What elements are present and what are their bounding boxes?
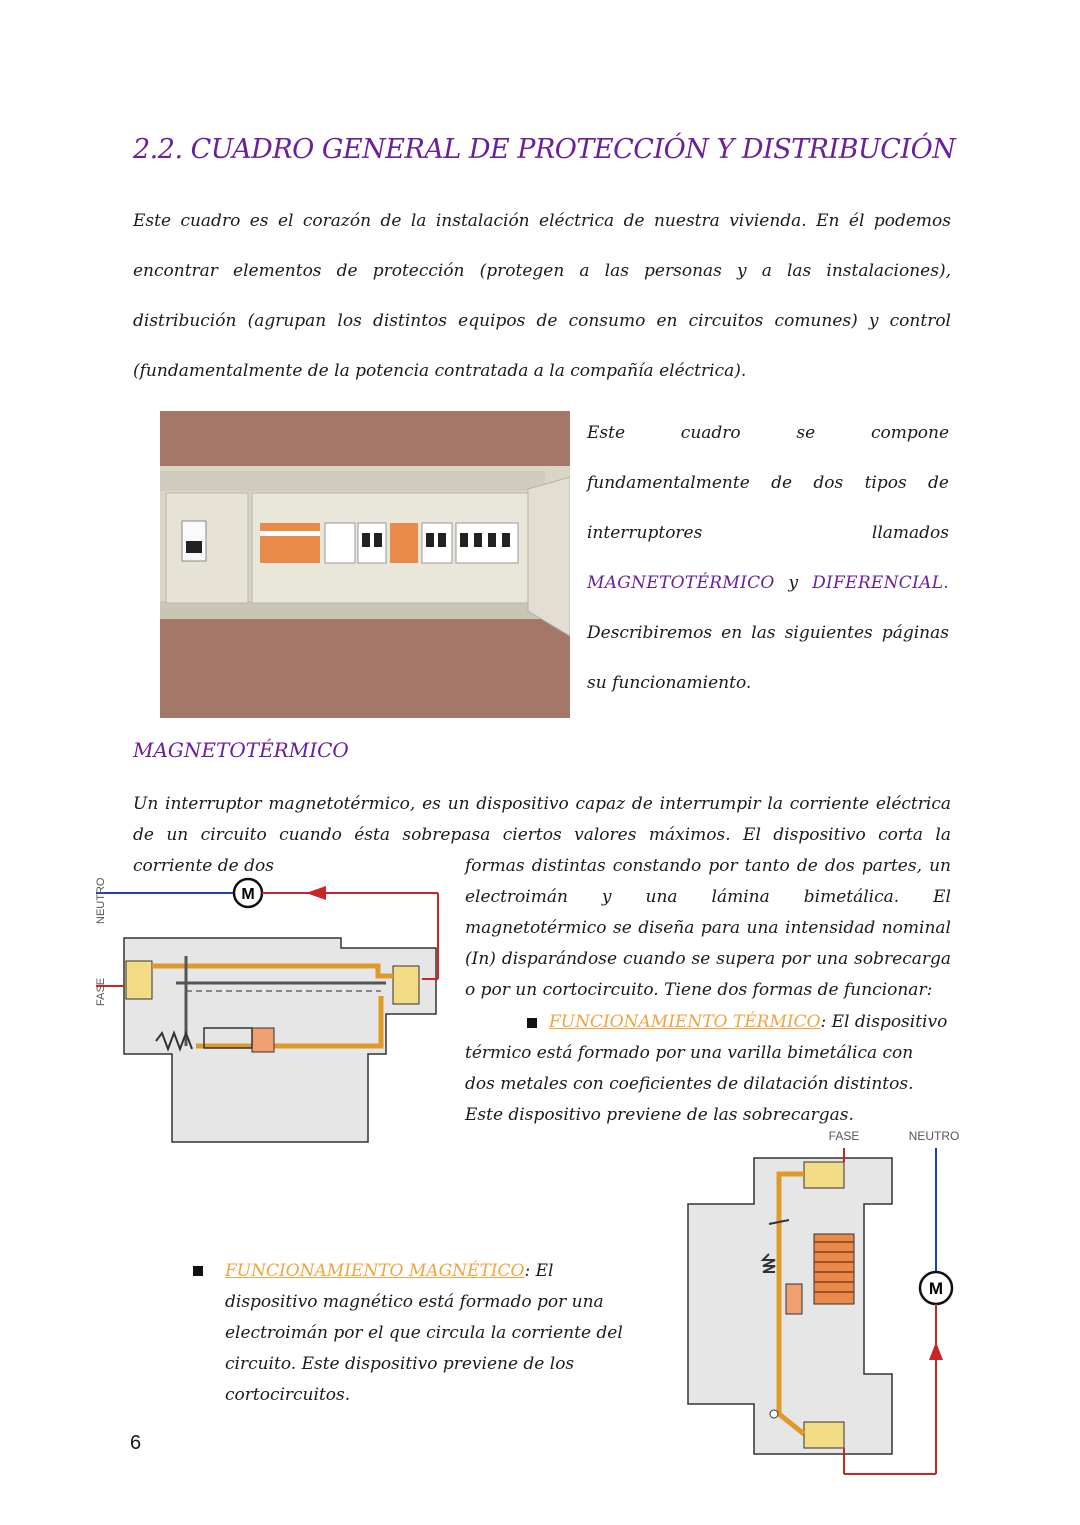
- term-magnetotermico: MAGNETOTÉRMICO: [587, 573, 775, 593]
- motor-label: M: [928, 1279, 944, 1298]
- bullet-square-icon: [527, 1018, 537, 1028]
- breaker-diagram-horizontal: [86, 866, 446, 1148]
- thermal-operation-text: térmico está formado por una varilla bimetálica con dos metales con coeficientes de dilatación distintos. Este dispositivo previene de las sobrecargas.: [465, 1043, 914, 1125]
- bullet-thermal: [527, 1007, 952, 1038]
- term-diferencial: DIFERENCIAL.: [812, 573, 949, 593]
- magnetotermico-paragraph-1: Un interruptor magnetotérmico, es un dispositivo capaz de interrumpir la corriente eléctrica de un circuito cuando ésta sobrepasa ciertos valores máximos. El dispositivo corta la corriente de dos: [133, 794, 951, 876]
- motor-label: M: [241, 886, 255, 903]
- conjunction: y: [788, 573, 799, 593]
- distribution-panel-photo: [160, 411, 570, 718]
- magnetotermico-paragraph-2: formas distintas constando por tanto de dos partes, un electroimán y una lámina bimetálica. El magnetotérmico se diseña para una intensidad nominal (In) disparándose cuando se supera por una sobrecarga o por un cortocircuito. Tiene dos formas de funcionar:: [465, 856, 951, 1000]
- fase-label: FASE: [828, 1129, 860, 1143]
- bullet-square-icon: [193, 1266, 203, 1276]
- fase-label: FASE: [95, 977, 107, 1006]
- magnetic-operation-link[interactable]: FUNCIONAMIENTO MAGNÉTICO: [225, 1261, 525, 1281]
- magnetic-operation-text: : El dispositivo magnético está formado por una electroimán por el que circula la corriente del circuito. Este dispositivo previene de los cortocircuitos.: [225, 1261, 623, 1405]
- magnetotermico-heading: MAGNETOTÉRMICO: [133, 738, 349, 762]
- neutro-label: NEUTRO: [908, 1129, 960, 1143]
- neutro-label: NEUTRO: [95, 877, 107, 924]
- page-number: 6: [130, 1432, 142, 1454]
- panel-description-text-b: Describiremos en las siguientes páginas su funcionamiento.: [587, 623, 949, 693]
- thermal-operation-head: : El dispositivo: [820, 1012, 948, 1032]
- breaker-diagram-vertical: [684, 1124, 966, 1480]
- intro-paragraph: Este cuadro es el corazón de la instalación eléctrica de nuestra vivienda. En él podemos encontrar elementos de protección (protegen a las personas y a las instalaciones), distribución (agrupan los distintos equipos de consumo en circuitos comunes) y control (fundamentalmente de la potencia contratada a la compañía eléctrica).: [133, 211, 951, 381]
- thermal-operation-link[interactable]: FUNCIONAMIENTO TÉRMICO: [549, 1012, 821, 1032]
- section-title: 2.2. CUADRO GENERAL DE PROTECCIÓN Y DISTRIBUCIÓN: [133, 134, 956, 165]
- panel-description: [587, 408, 949, 708]
- panel-description-text-a: Este cuadro se compone fundamentalmente de dos tipos de interruptores llamados: [587, 423, 949, 543]
